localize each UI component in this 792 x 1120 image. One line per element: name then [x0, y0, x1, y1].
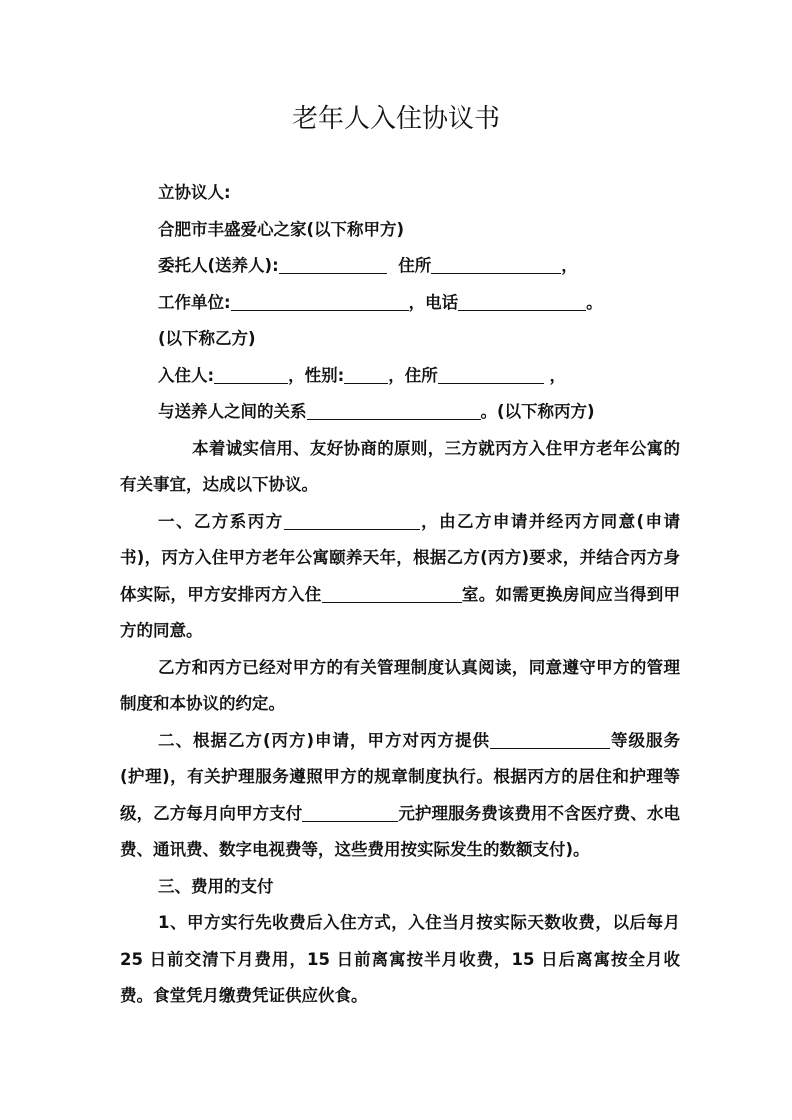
clause-2-part-3: 元护理服务费该费用不含医疗费、水电费、通讯费、数字电视费等，这些费用按实际发生的数额支付)。 [120, 803, 681, 859]
relation-end: 。(以下称丙方) [480, 402, 595, 421]
delegator-address-label: 住所 [398, 256, 432, 275]
clause-2-part-2: 等级服务(护理)，有关护理服务遵照甲方的规章制度执行。根据丙方的居住和护理等级，乙方每月向甲方支付 [120, 730, 680, 823]
party-b-note: (以下称乙方) [158, 329, 256, 348]
service-level-blank[interactable] [490, 728, 610, 749]
clause-3-item-1: 1、甲方实行先收费后入住方式，入住当月按实际天数收费，以后每月 25 日前交清下月费用，15 日前离寓按半月收费，15 日后离寓按全月收费。食堂凭月缴费凭证供应伙食。 [120, 913, 680, 1005]
clause-2-part-1: 二、根据乙方(丙方)申请，甲方对丙方提供 [158, 730, 491, 750]
phone-end: 。 [586, 292, 603, 312]
delegator-label: 委托人(送养人): [158, 256, 279, 275]
parties-label: 立协议人: [158, 183, 231, 202]
resident-name-blank[interactable] [214, 363, 288, 384]
work-unit-line [120, 285, 680, 322]
clause-1-part-3: 室。如需更换房间应当得到甲方的同意。 [120, 584, 681, 640]
room-number-blank[interactable] [322, 582, 462, 603]
clause-1-part-1: 一、乙方系丙方 [158, 511, 284, 531]
resident-line [120, 358, 680, 395]
clause-2-paragraph [120, 723, 680, 869]
party-a-line: 合肥市丰盛爱心之家(以下称甲方) [158, 219, 405, 239]
monthly-fee-blank[interactable] [302, 801, 398, 822]
phone-blank[interactable] [458, 290, 586, 311]
gender-label: ，性别: [288, 365, 345, 385]
delegator-address-end: ， [561, 256, 578, 275]
phone-label: ，电话 [408, 292, 459, 312]
delegator-blank[interactable] [279, 253, 387, 274]
resident-address-label: ，住所 [388, 365, 438, 385]
work-unit-blank[interactable] [231, 290, 409, 311]
clause-1-paragraph [120, 504, 680, 650]
document-title: 老年人入住协议书 [291, 104, 500, 134]
work-unit-label: 工作单位: [158, 292, 231, 312]
resident-label: 入住人: [158, 365, 215, 385]
delegator-line [120, 248, 680, 285]
resident-address-end: ， [549, 365, 566, 385]
relation-blank[interactable] [307, 399, 481, 420]
clause-3-heading: 三、费用的支付 [158, 876, 274, 896]
relation-line [120, 394, 680, 431]
document-body [120, 175, 680, 1015]
resident-address-blank[interactable] [438, 363, 544, 384]
clause-1-note-paragraph: 乙方和丙方已经对甲方的有关管理制度认真阅读，同意遵守甲方的管理制度和本协议的约定。 [120, 657, 680, 713]
clause-1-part-2: ，由乙方申请并经丙方同意(申请书)，丙方入住甲方老年公寓颐养天年，根据乙方(丙方)要求，并结合丙方身体实际，甲方安排丙方入住 [120, 511, 680, 604]
intro-paragraph: 本着诚实信用、友好协商的原则，三方就丙方入住甲方老年公寓的有关事宜，达成以下协议。 [120, 438, 680, 494]
clause-1-relation-blank[interactable] [284, 509, 420, 530]
delegator-address-blank[interactable] [431, 253, 561, 274]
relation-label: 与送养人之间的关系 [158, 402, 307, 421]
gender-blank[interactable] [344, 363, 388, 384]
